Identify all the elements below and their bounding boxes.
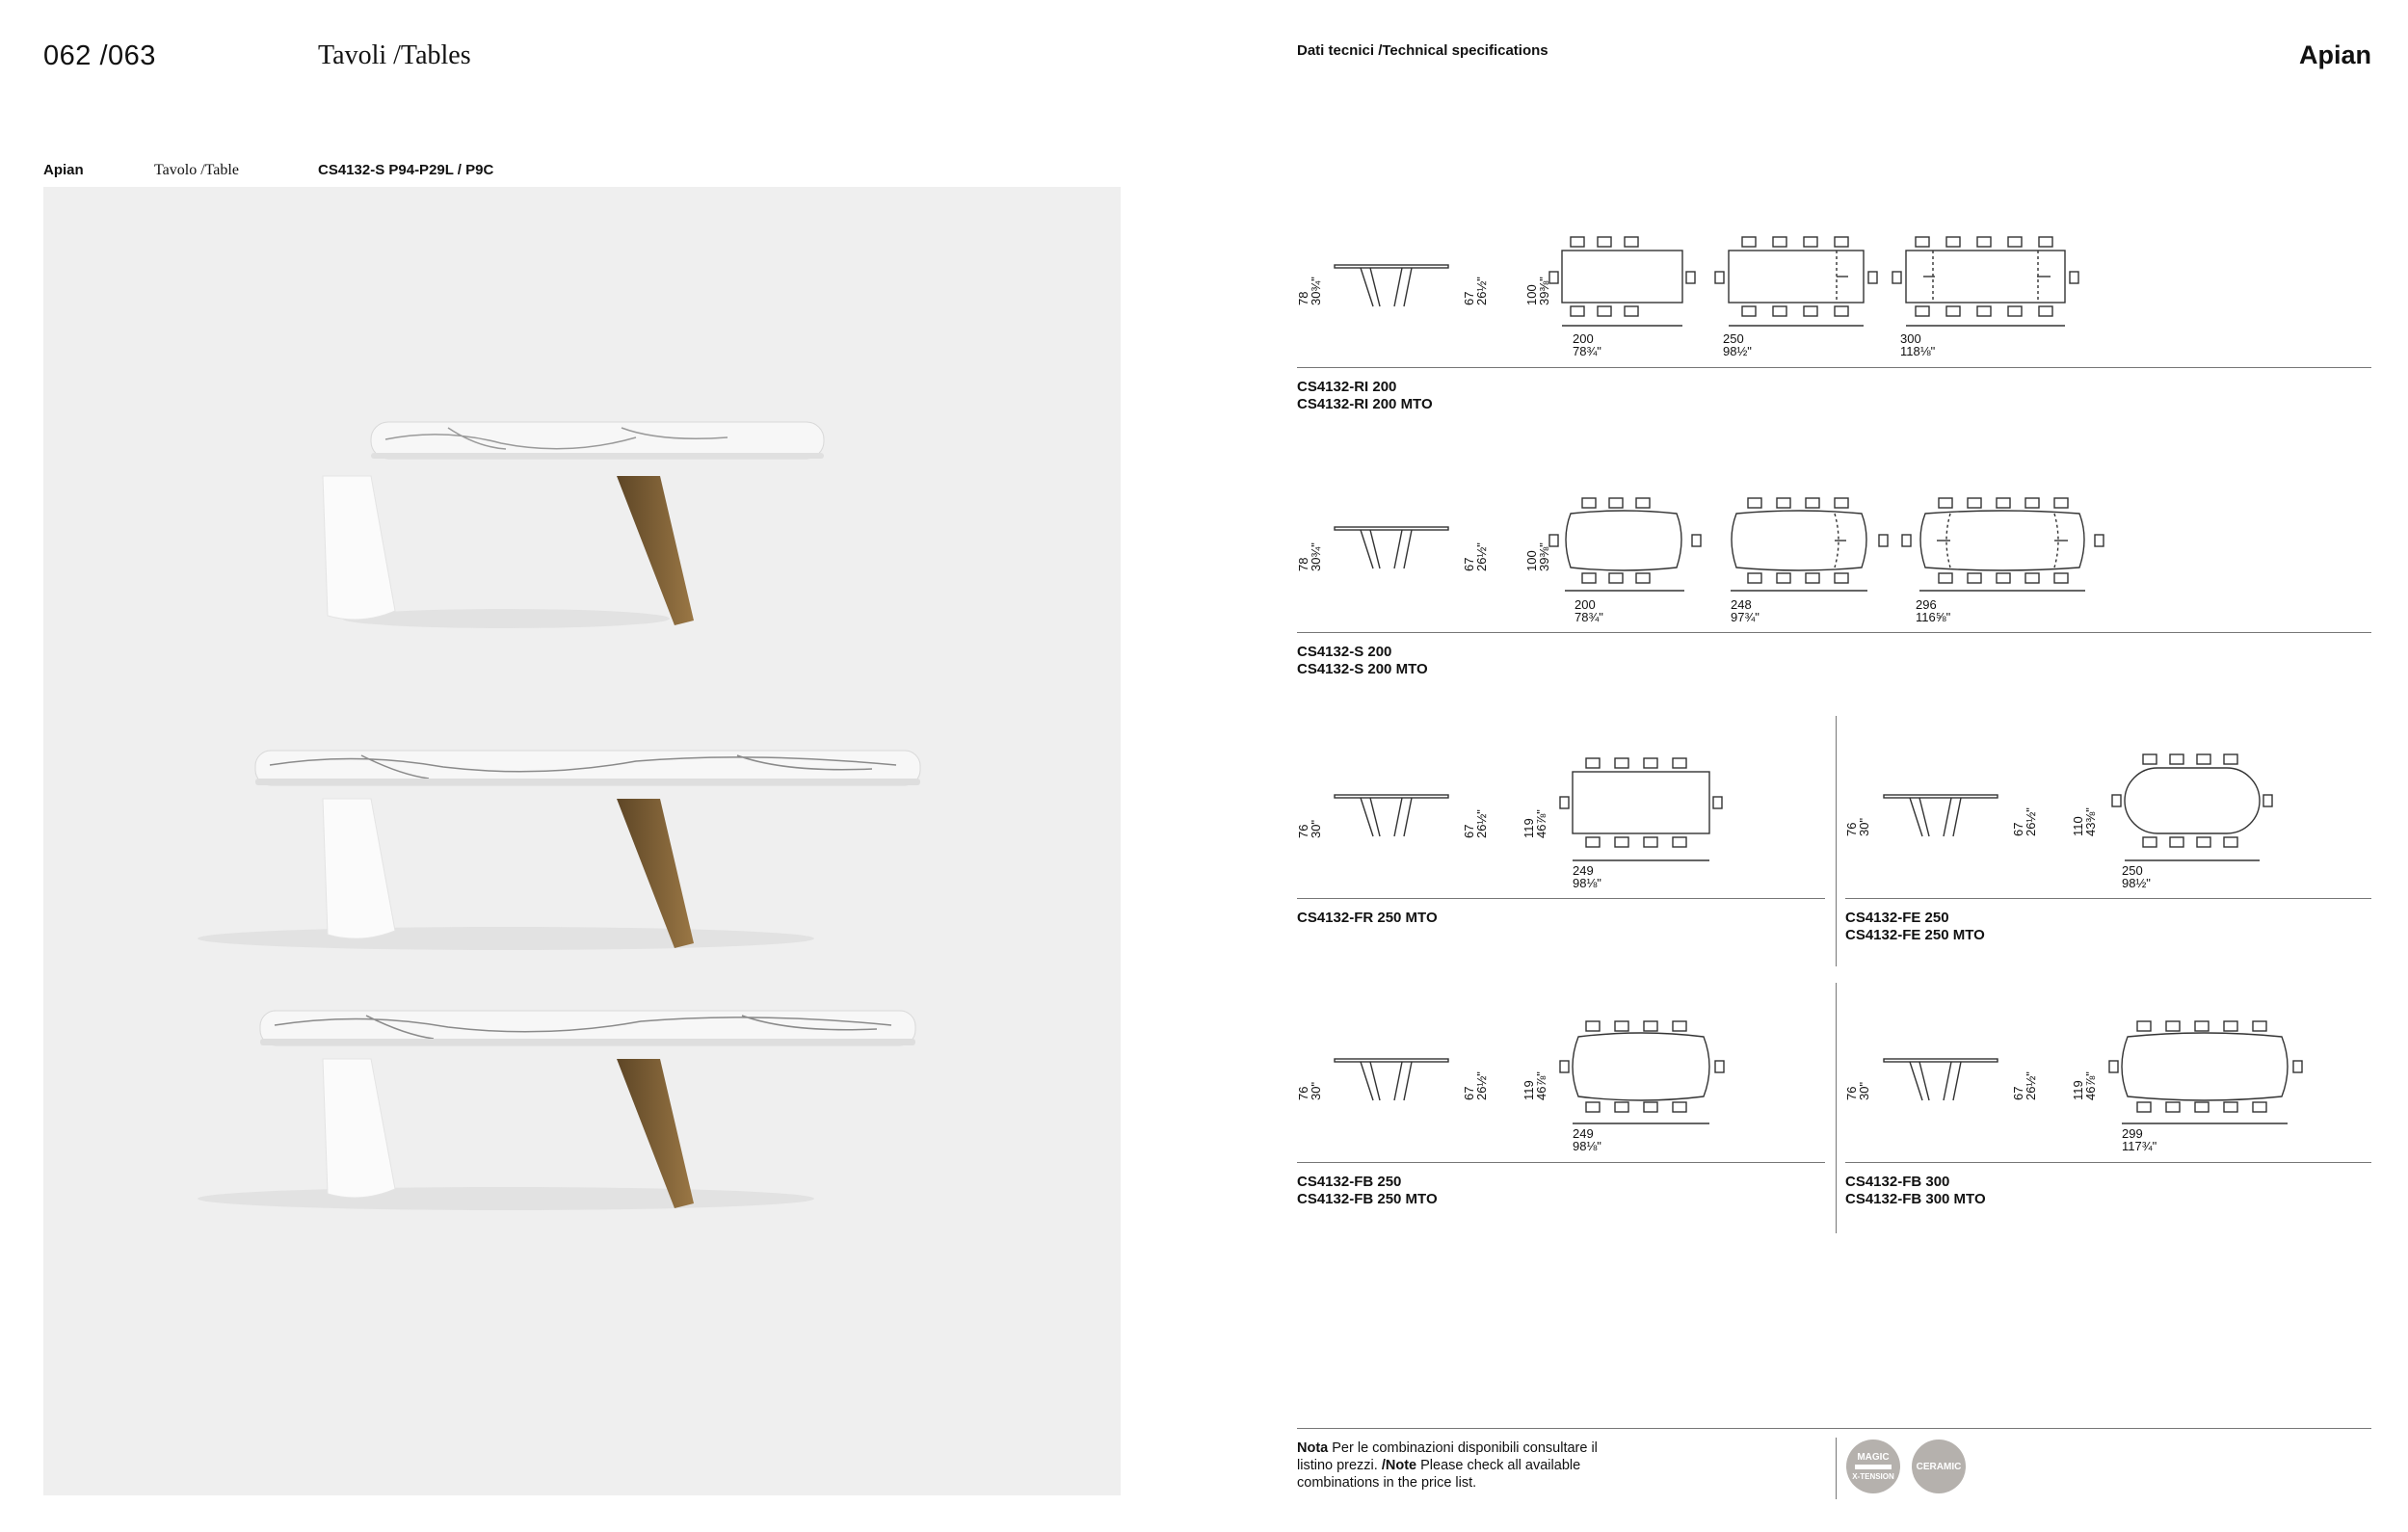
price-list-note	[1297, 1440, 1629, 1492]
depth-label: 100 39⅜"	[1524, 542, 1551, 571]
row-divider	[1845, 1162, 2371, 1163]
depth-label: 119 46⅞"	[1522, 809, 1548, 838]
badge-magic-label: MAGIC	[1857, 1451, 1890, 1463]
depth-label: 119 46⅞"	[1522, 1071, 1548, 1100]
footer-divider	[1297, 1428, 2371, 1429]
depth-label: 119 46⅞"	[2071, 1071, 2098, 1100]
side-view-icon	[1335, 1056, 1450, 1104]
top-view-icons	[1561, 237, 2101, 326]
size-in: 78¾"	[1574, 610, 1603, 624]
leg-label: 67 26½"	[1462, 809, 1489, 838]
model-code: CS4132-S 200	[1297, 644, 1392, 660]
column-divider	[1836, 983, 1837, 1233]
size-in: 118⅛"	[1900, 344, 1936, 358]
size-cm: 250	[1723, 331, 1744, 346]
row-divider	[1297, 1162, 1825, 1163]
note-label-it: Nota	[1297, 1440, 1329, 1456]
height-label: 78 30¾"	[1296, 277, 1323, 305]
row-divider	[1297, 898, 1825, 899]
size-in: 98½"	[2122, 876, 2151, 890]
size-cm: 299	[2122, 1126, 2143, 1141]
top-view-icon	[2110, 754, 2284, 860]
badge-xtension-label: X-TENSION	[1852, 1471, 1894, 1481]
row-divider	[1845, 898, 2371, 899]
height-label: 76 30"	[1296, 1081, 1323, 1100]
size-cm: 296	[1916, 597, 1937, 612]
product-name: Apian	[43, 162, 84, 178]
size-cm: 200	[1573, 331, 1594, 346]
height-label: 78 30¾"	[1296, 542, 1323, 571]
side-view-icon	[1335, 792, 1450, 840]
model-code: CS4132-FB 300	[1845, 1174, 1950, 1190]
size-cm: 249	[1573, 863, 1594, 878]
model-code: CS4132-FR 250 MTO	[1297, 910, 1438, 926]
magic-x-tension-badge	[1846, 1440, 1900, 1493]
height-label: 76 30"	[1844, 817, 1871, 836]
top-view-icon	[1561, 1021, 1734, 1129]
model-codes	[1845, 1174, 1986, 1208]
badge-bar-icon	[1855, 1465, 1892, 1469]
section-title: Tavoli /Tables	[318, 40, 471, 70]
model-code: CS4132-RI 200	[1297, 379, 1397, 395]
depth-label: 100 39⅜"	[1524, 277, 1551, 305]
product-type: Tavolo /Table	[154, 162, 239, 178]
size-in: 117¾"	[2122, 1139, 2157, 1153]
model-codes	[1297, 910, 1438, 927]
model-code: CS4132-FE 250 MTO	[1845, 927, 1985, 943]
size-in: 97¾"	[1731, 610, 1760, 624]
height-label: 76 30"	[1296, 819, 1323, 838]
footer-column-divider	[1836, 1438, 1837, 1499]
note-text-en: Please check all available combinations in the price list.	[1297, 1458, 1581, 1491]
leg-label: 67 26½"	[2011, 807, 2038, 836]
note-label-en: /Note	[1381, 1458, 1417, 1473]
table-closed	[323, 422, 824, 628]
size-in: 98½"	[1723, 344, 1752, 358]
model-code: CS4132-S 200 MTO	[1297, 661, 1428, 677]
table-extended-2	[198, 1011, 915, 1210]
height-label: 76 30"	[1844, 1081, 1871, 1100]
size-in: 98⅛"	[1573, 1139, 1601, 1153]
side-view-icon	[1884, 792, 1999, 840]
side-view-icon	[1335, 262, 1450, 310]
size-in: 78¾"	[1573, 344, 1601, 358]
top-view-icon	[1561, 758, 1734, 864]
product-code: CS4132-S P94-P29L / P9C	[318, 162, 494, 178]
top-view-icon	[2110, 1021, 2313, 1129]
model-codes	[1297, 644, 1428, 678]
model-code: CS4132-FB 300 MTO	[1845, 1191, 1986, 1207]
size-cm: 200	[1574, 597, 1596, 612]
top-view-icons	[1561, 498, 2101, 594]
depth-label: 110 43⅜"	[2071, 807, 2098, 836]
table-extended-1	[198, 751, 920, 950]
size-cm: 250	[2122, 863, 2143, 878]
model-codes	[1297, 1174, 1438, 1208]
table-photo-illustration	[43, 187, 1121, 1495]
ceramic-badge: CERAMIC	[1912, 1440, 1966, 1493]
leg-label: 67 26½"	[1462, 1071, 1489, 1100]
page-numbers: 062 /063	[43, 40, 156, 71]
leg-label: 67 26½"	[2011, 1071, 2038, 1100]
size-cm: 248	[1731, 597, 1752, 612]
model-codes	[1297, 379, 1433, 413]
side-view-icon	[1335, 524, 1450, 572]
model-code: CS4132-FE 250	[1845, 910, 1949, 926]
model-code: CS4132-RI 200 MTO	[1297, 396, 1433, 412]
leg-label: 67 26½"	[1462, 542, 1489, 571]
row-divider	[1297, 632, 2371, 633]
brand-title: Apian	[2298, 40, 2371, 69]
size-in: 98⅛"	[1573, 876, 1601, 890]
note-text-it: Per le combinazioni disponibili consultare il listino prezzi.	[1297, 1440, 1598, 1473]
size-in: 116⅝"	[1916, 610, 1951, 624]
column-divider	[1836, 716, 1837, 966]
product-photo	[43, 187, 1121, 1495]
side-view-icon	[1884, 1056, 1999, 1104]
tech-spec-title: Dati tecnici /Technical specifications	[1297, 42, 1548, 59]
size-cm: 249	[1573, 1126, 1594, 1141]
model-code: CS4132-FB 250	[1297, 1174, 1402, 1190]
model-codes	[1845, 910, 1985, 944]
row-divider	[1297, 367, 2371, 368]
leg-label: 67 26½"	[1462, 277, 1489, 305]
model-code: CS4132-FB 250 MTO	[1297, 1191, 1438, 1207]
size-cm: 300	[1900, 331, 1921, 346]
